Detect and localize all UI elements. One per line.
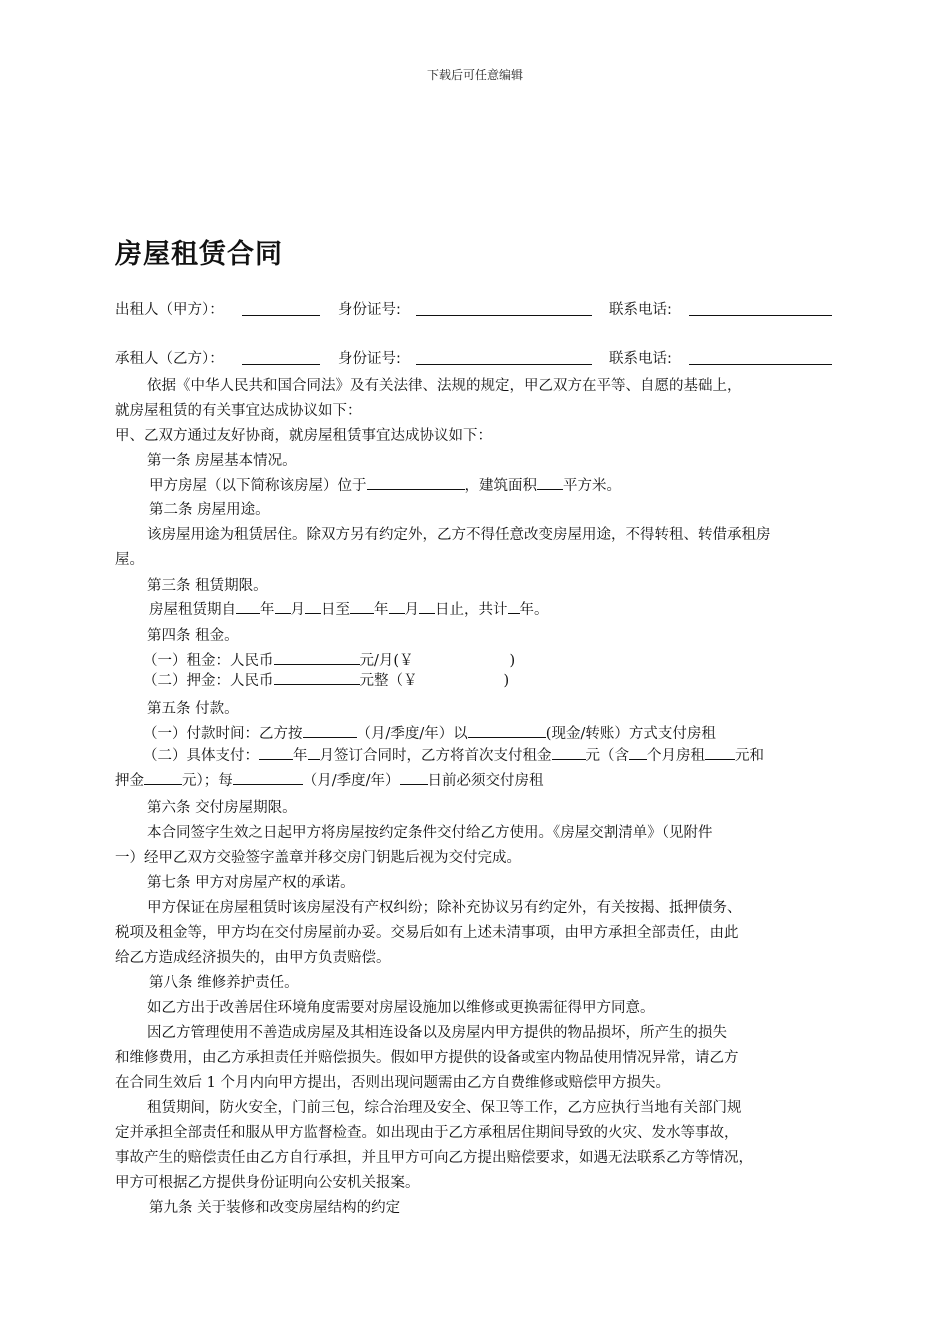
article-5-line-3 [115,769,837,790]
end-year-blank[interactable] [350,599,374,614]
rent-amount-blank[interactable] [274,650,360,665]
article-6-line-1: 本合同签字生效之日起甲方将房屋按约定条件交付给乙方使用。《房屋交割清单》（见附件 [147,825,713,841]
article-3-month-1: 月 [290,602,305,618]
article-2-title: 第二条 房屋用途。 [149,502,270,518]
start-day-blank[interactable] [305,599,321,614]
article-8-para-3-line-3: 事故产生的赔偿责任由乙方自行承担，并且甲方可向乙方提出赔偿要求，如遇无法联系乙方等情况， [115,1150,753,1166]
tenant-phone-label: 联系电话: [609,351,672,367]
payment-method-text: (现金/转账）方式支付房租 [545,726,716,742]
article-3-year-2: 年 [374,602,389,618]
article-1-text-a: 甲方房屋（以下简称该房屋）位于 [149,478,367,494]
address-blank[interactable] [367,475,465,490]
article-5-title: 第五条 付款。 [147,701,239,717]
article-7-title: 第七条 甲方对房屋产权的承诺。 [147,875,355,891]
article-5-line-2 [115,744,865,765]
article-7-line-3: 给乙方造成经济损失的，由甲方负责赔偿。 [115,950,391,966]
deposit-label: （二）押金：人民币 [143,673,274,689]
deposit-close-paren: ) [503,673,510,689]
end-month-blank[interactable] [389,599,405,614]
payment-cycle-blank[interactable] [303,723,357,738]
article-8-para-1: 如乙方出于改善居住环境角度需要对房屋设施加以维修或更换需征得甲方同意。 [147,1000,655,1016]
payment-day-blank[interactable] [400,770,428,785]
months-rent-blank[interactable] [705,745,735,760]
payment-year: 年 [293,748,308,764]
payment-method-blank[interactable] [468,723,546,738]
tenant-phone-blank[interactable] [689,364,832,365]
article-1-text-b: ，建筑面积 [464,478,537,494]
payment-months-rent: 个月房租 [647,748,705,764]
months-blank[interactable] [629,745,647,760]
article-3-month-2: 月 [404,602,419,618]
document-title: 房屋租赁合同 [115,239,283,270]
total-years-blank[interactable] [508,599,520,614]
payment-detail-label: （二）具体支付： [143,748,259,764]
area-blank[interactable] [537,475,563,490]
landlord-name-blank[interactable] [242,315,320,316]
article-3-text-a: 房屋租赁期自 [149,602,236,618]
article-3-title: 第三条 租赁期限。 [147,578,268,594]
article-1-text-c: 平方米。 [563,478,621,494]
article-4-rent [115,649,865,670]
tenant-label: 承租人（乙方）： [115,351,224,367]
payment-deposit-blank[interactable] [144,770,182,785]
article-8-para-2-line-3: 在合同生效后 1 个月内向甲方提出，否则出现问题需由乙方自费维修或赔偿甲方损失。 [115,1075,670,1091]
rent-unit: 元/月(￥ [359,653,414,669]
article-6-line-2: 一）经甲乙双方交验签字盖章并移交房门钥匙后视为交付完成。 [115,850,521,866]
intro-line-1: 依据《中华人民共和国合同法》及有关法律、法规的规定，甲乙双方在平等、自愿的基础上， [147,378,742,394]
article-8-para-2-line-1: 因乙方管理使用不善造成房屋及其相连设备以及房屋内甲方提供的物品损坏，所产生的损失 [147,1025,727,1041]
article-8-para-3-line-1: 租赁期间，防火安全，门前三包，综合治理及安全、保卫等工作，乙方应执行当地有关部门规 [147,1100,742,1116]
first-rent-blank[interactable] [552,745,586,760]
landlord-id-label: 身份证号: [338,302,401,318]
payment-period-text: （月/季度/年） [302,773,400,789]
tenant-id-label: 身份证号: [338,351,401,367]
tenant-id-blank[interactable] [416,364,592,365]
article-7-line-2: 税项及租金等，甲方均在交付房屋前办妥。交易后如有上述未清事项，由甲方承担全部责任，由此 [115,925,739,941]
article-6-title: 第六条 交付房屋期限。 [147,800,297,816]
payment-yuan-incl: 元（含 [585,748,629,764]
rent-close-paren: ) [509,653,516,669]
landlord-label: 出租人（甲方）： [115,302,224,318]
end-day-blank[interactable] [419,599,435,614]
article-4-deposit [115,669,865,690]
article-3-day-to: 日至 [321,602,350,618]
intro-line-3: 甲、乙双方通过友好协商，就房屋租赁事宜达成协议如下： [115,428,492,444]
article-7-line-1: 甲方保证在房屋租赁时该房屋没有产权纠纷；除补充协议另有约定外，有关按揭、抵押债务、 [147,900,742,916]
article-1-location [115,474,871,495]
start-month-blank[interactable] [275,599,291,614]
landlord-phone-label: 联系电话: [609,302,672,318]
payment-first-text: 月签订合同时，乙方将首次支付租金 [319,748,552,764]
article-8-title: 第八条 维修养护责任。 [149,975,299,991]
intro-line-2: 就房屋租赁的有关事宜达成协议如下： [115,403,362,419]
article-9-title: 第九条 关于装修和改变房屋结构的约定 [149,1200,401,1216]
deposit-unit: 元整（￥ [359,673,418,689]
landlord-id-blank[interactable] [416,315,592,316]
article-8-para-3-line-2: 定并承担全部责任和服从甲方监督检查。如出现由于乙方承租居住期间导致的火灾、发水等事故， [115,1125,739,1141]
article-2-line-2: 屋。 [115,552,144,568]
article-8-para-2-line-2: 和维修费用，由乙方承担责任并赔偿损失。假如甲方提供的设备或室内物品使用情况异常，请乙方 [115,1050,739,1066]
article-8-para-3-line-4: 甲方可根据乙方提供身份证明向公安机关报案。 [115,1175,420,1191]
deposit-amount-blank[interactable] [274,670,360,685]
article-3-year-end: 年。 [519,602,549,618]
article-4-title: 第四条 租金。 [147,628,239,644]
payment-yuan-and: 元和 [735,748,764,764]
article-3-year-1: 年 [260,602,275,618]
payment-each: 元）；每 [182,773,233,789]
payment-cycle-text: （月/季度/年）以 [356,726,468,742]
sign-month-blank[interactable] [308,745,320,760]
landlord-phone-blank[interactable] [689,315,832,316]
article-1-title: 第一条 房屋基本情况。 [147,453,297,469]
article-3-day-end: 日止，共计 [435,602,508,618]
sign-year-blank[interactable] [259,745,293,760]
payment-deadline-text: 日前必须交付房租 [427,773,544,789]
rent-label: （一）租金：人民币 [143,653,274,669]
payment-time-label: （一）付款时间：乙方按 [143,726,303,742]
payment-period-blank[interactable] [233,770,303,785]
start-year-blank[interactable] [236,599,260,614]
payment-deposit-label: 押金 [115,773,144,789]
article-5-line-1 [115,722,865,743]
article-2-line-1: 该房屋用途为租赁居住。除双方另有约定外，乙方不得任意改变房屋用途，不得转租、转借承租房 [147,527,771,543]
page-header-note: 下载后可任意编辑 [426,68,523,82]
tenant-name-blank[interactable] [242,364,320,365]
article-3-term [115,598,871,619]
